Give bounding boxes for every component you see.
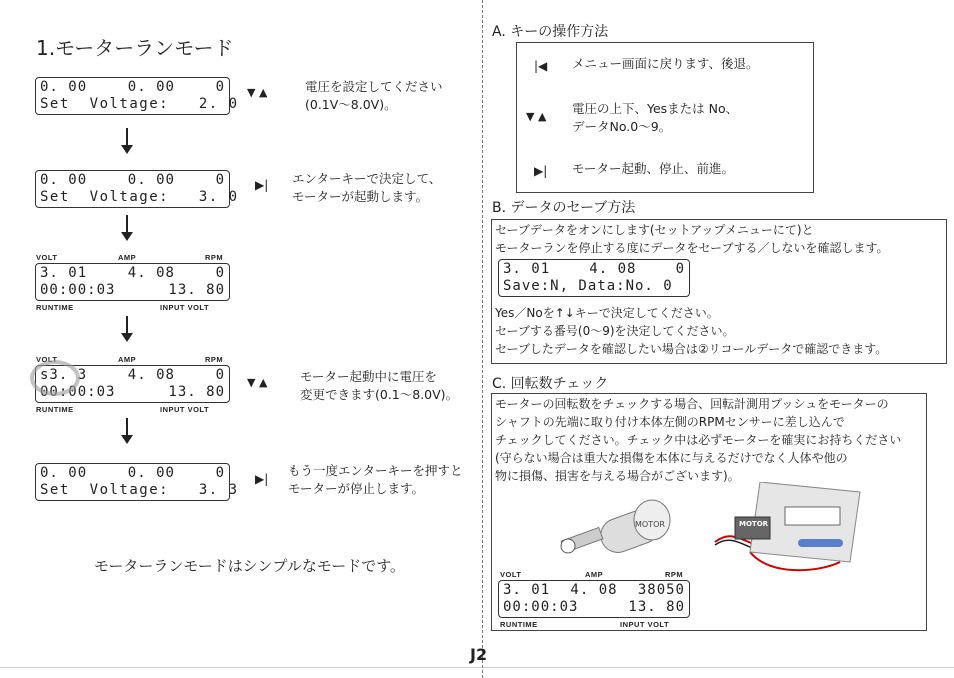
lcd-step5 — [35, 463, 239, 501]
lcd-label: VOLT — [36, 253, 58, 262]
blink-highlight — [30, 360, 80, 396]
lcd-val: 4. 08 — [589, 261, 637, 277]
section-b-notes — [495, 304, 887, 358]
desc-line: モーター起動中に電圧を — [300, 369, 438, 384]
lcd-val: 0. 00 — [40, 172, 88, 188]
skip-back-icon: |◀ — [534, 59, 548, 73]
body-line: 物に損傷、損害を与える場合がございます)。 — [495, 469, 740, 483]
body-line: チェックしてください。チェック中は必ずモーターを確実にお持ちください — [495, 433, 902, 447]
lcd-val: 3. 01 — [503, 582, 551, 598]
lcd-label: AMP — [585, 570, 604, 579]
rpm-illustration — [540, 482, 870, 582]
lcd-label: RUNTIME — [36, 303, 74, 312]
lcd-line2: Set Voltage: 3. 0 — [40, 189, 239, 205]
lcd-label: RPM — [665, 570, 684, 579]
body-line: (守らない場合は重大な損傷を本体に与えるだけでなく人体や他の — [495, 451, 848, 465]
flow-arrow — [126, 418, 128, 436]
desc-line: モーターが起動します。 — [292, 189, 429, 204]
mode-title: 1.モーターランモード — [36, 36, 234, 60]
lcd-val: 0. 00 — [40, 79, 88, 95]
lcd-val: 00:00:03 — [503, 599, 579, 615]
section-b-intro — [495, 221, 888, 257]
lcd-label: AMP — [118, 253, 137, 262]
lcd-val: 0 — [215, 172, 225, 188]
lcd-label: RPM — [205, 355, 224, 364]
desc-line: モーターが停止します。 — [288, 481, 425, 496]
section-c-body — [495, 395, 901, 485]
lcd-val: 3. 01 — [503, 261, 551, 277]
skip-forward-icon: ▶| — [255, 472, 269, 486]
step5-desc — [288, 462, 463, 498]
lcd-val: 13. 80 — [168, 282, 225, 298]
lcd-val: s3. 3 — [40, 367, 88, 383]
lcd-val: 3. 01 — [40, 265, 88, 281]
skip-forward-icon: ▶| — [534, 164, 548, 178]
body-line: モーターの回転数をチェックする場合、回転計測用プッシュをモーターの — [495, 397, 889, 411]
lcd-line2: Set Voltage: 2. 0 — [40, 96, 239, 112]
page-number: J2 — [470, 645, 488, 664]
down-up-triangle-icon: ▼ ▲ — [247, 376, 268, 389]
lcd-label: VOLT — [500, 570, 522, 579]
note-line: セーブする番号(0～9)を決定してください。 — [495, 324, 735, 338]
lcd-val: 0. 00 — [127, 172, 175, 188]
lcd-label: VOLT — [36, 355, 58, 364]
skip-forward-icon: ▶| — [255, 178, 269, 192]
desc-line: エンターキーで決定して、 — [292, 171, 442, 186]
lcd-step3 — [35, 263, 230, 301]
lcd-rpm — [498, 580, 690, 618]
bottom-rule — [0, 667, 954, 668]
lcd-label: RPM — [205, 253, 224, 262]
lcd-val: 00:00:03 — [40, 282, 116, 298]
lcd-val: 13. 80 — [168, 384, 225, 400]
lcd-val: 0 — [215, 265, 225, 281]
lcd-label: INPUT VOLT — [160, 405, 210, 414]
lcd-label: INPUT VOLT — [620, 620, 670, 629]
down-up-triangle-icon: ▼ ▲ — [526, 110, 547, 123]
lcd-val: 0 — [215, 367, 225, 383]
desc-line: 変更できます(0.1～8.0V)。 — [300, 387, 459, 402]
device-motor-label: MOTOR — [739, 520, 769, 528]
desc-line: (0.1V～8.0V)。 — [305, 97, 397, 112]
lcd-label: RUNTIME — [36, 405, 74, 414]
lcd-val: 38050 — [637, 582, 685, 598]
lcd-val: 0 — [215, 465, 225, 481]
flow-arrow — [126, 316, 128, 334]
lcd-line2: Save:N, Data:No. 0 — [503, 278, 673, 294]
step4-desc — [300, 368, 458, 404]
section-a-title: A. キーの操作方法 — [492, 24, 609, 40]
page-divider — [482, 0, 483, 678]
flow-arrow — [126, 128, 128, 146]
intro-line: セーブデータをオンにします(セットアップメニューにて)と — [495, 223, 814, 237]
lcd-step1 — [35, 77, 239, 115]
footer-note: モーターランモードはシンプルなモードです。 — [94, 557, 406, 575]
lcd-val: 4. 08 — [570, 582, 618, 598]
lcd-val: 4. 08 — [127, 367, 175, 383]
desc-line: 電圧を設定してください — [305, 79, 443, 94]
lcd-label: INPUT VOLT — [160, 303, 210, 312]
note-line: セーブしたデータを確認したい場合は②リコールデータで確認できます。 — [495, 342, 888, 356]
lcd-val: 13. 80 — [628, 599, 685, 615]
down-up-triangle-icon: ▼ ▲ — [247, 86, 268, 99]
note-line: Yes／Noを↑↓キーで決定してください。 — [495, 306, 719, 320]
section-c-title: C. 回転数チェック — [492, 376, 609, 392]
motor-label: MOTOR — [635, 520, 665, 529]
step1-desc — [305, 78, 443, 114]
desc-line: もう一度エンターキーを押すと — [288, 463, 463, 478]
key-item: メニュー画面に戻ります、後退。 — [572, 56, 759, 71]
lcd-label: AMP — [118, 355, 137, 364]
lcd-label: RUNTIME — [500, 620, 538, 629]
lcd-step2 — [35, 170, 239, 208]
lcd-val: 0 — [215, 79, 225, 95]
key-item: モーター起動、停止、前進。 — [572, 161, 735, 176]
section-b-title: B. データのセーブ方法 — [492, 200, 636, 216]
lcd-line2: Set Voltage: 3. 3 — [40, 482, 239, 498]
key-item: データNo.0～9。 — [572, 119, 672, 134]
flow-arrow — [126, 215, 128, 233]
key-item: 電圧の上下、Yesまたは No、 — [572, 101, 739, 116]
lcd-val: 0 — [675, 261, 685, 277]
lcd-val: 4. 08 — [127, 265, 175, 281]
lcd-val: 00:00:03 — [40, 384, 116, 400]
lcd-val: 0. 00 — [40, 465, 88, 481]
body-line: シャフトの先端に取り付け本体左側のRPMセンサーに差し込んで — [495, 415, 845, 429]
lcd-save — [498, 259, 690, 297]
lcd-val: 0. 00 — [127, 79, 175, 95]
step2-desc — [292, 170, 441, 206]
lcd-val: 0. 00 — [127, 465, 175, 481]
intro-line: モーターランを停止する度にデータをセーブする／しないを確認します。 — [495, 241, 889, 255]
